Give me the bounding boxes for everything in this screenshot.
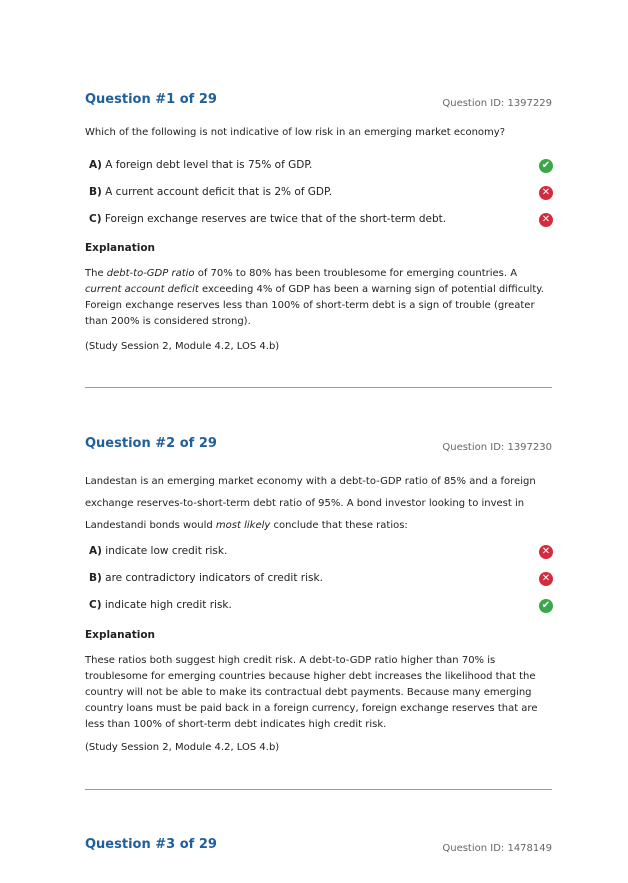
question-3-header	[85, 837, 552, 861]
question-1-citation: (Study Session 2, Module 4.2, LOS 4.b)	[85, 341, 280, 352]
question-1-option-a[interactable]: A) A foreign debt level that is 75% of GDP. ✔	[89, 159, 553, 175]
x-icon: ✕	[539, 186, 553, 200]
question-1-stem: Which of the following is not indicative of low risk in an emerging market economy?	[85, 127, 506, 138]
divider	[85, 789, 552, 790]
question-2-explanation: These ratios both suggest high credit risk. A debt-to-GDP ratio higher than 70% is troublesome for emerging countries because higher debt increases the likelihood that the country will not be able to make its contractual debt payments. Because many emerging country loans must be paid back in a foreign currency, foreign exchange reserves that are less than 100% of short-term debt indicates high credit risk.	[85, 655, 538, 730]
question-3-title: Question #3 of 29	[85, 837, 217, 852]
question-1-explanation-heading: Explanation	[85, 242, 156, 254]
check-icon: ✔	[539, 159, 553, 173]
x-icon: ✕	[539, 572, 553, 586]
question-2-citation: (Study Session 2, Module 4.2, LOS 4.b)	[85, 742, 280, 753]
question-2-option-a[interactable]: A) indicate low credit risk. ✕	[89, 545, 553, 561]
question-2-header	[85, 436, 552, 460]
question-1-id: Question ID: 1397229	[442, 98, 552, 109]
question-2-option-b[interactable]: B) are contradictory indicators of credit risk. ✕	[89, 572, 553, 588]
question-1-option-b[interactable]: B) A current account deficit that is 2% of GDP. ✕	[89, 186, 553, 202]
x-icon: ✕	[539, 545, 553, 559]
question-2-option-c[interactable]: C) indicate high credit risk. ✔	[89, 599, 553, 615]
question-1-title: Question #1 of 29	[85, 92, 217, 107]
question-3-id: Question ID: 1478149	[442, 843, 552, 854]
check-icon: ✔	[539, 599, 553, 613]
divider	[85, 387, 552, 388]
question-1-explanation: The debt-to-GDP ratio of 70% to 80% has been troublesome for emerging countries. A current account deficit exceeding 4% of GDP has been a warning sign of potential difficulty. Foreign exchange reserves less than 100% of short-term debt is a sign of trouble (greater than 200% is considered strong).	[85, 268, 544, 327]
question-1-option-c[interactable]: C) Foreign exchange reserves are twice that of the short-term debt. ✕	[89, 213, 553, 229]
question-2-explanation-heading: Explanation	[85, 629, 156, 641]
question-2-title: Question #2 of 29	[85, 436, 217, 451]
x-icon: ✕	[539, 213, 553, 227]
question-2-id: Question ID: 1397230	[442, 442, 552, 453]
question-2-stem: Landestan is an emerging market economy with a debt-to-GDP ratio of 85% and a foreign exchange reserves-to-short-term debt ratio of 95%. A bond investor looking to invest in Landestandi bonds would most likely conclude that these ratios:	[85, 476, 536, 531]
question-1-header	[85, 92, 552, 116]
